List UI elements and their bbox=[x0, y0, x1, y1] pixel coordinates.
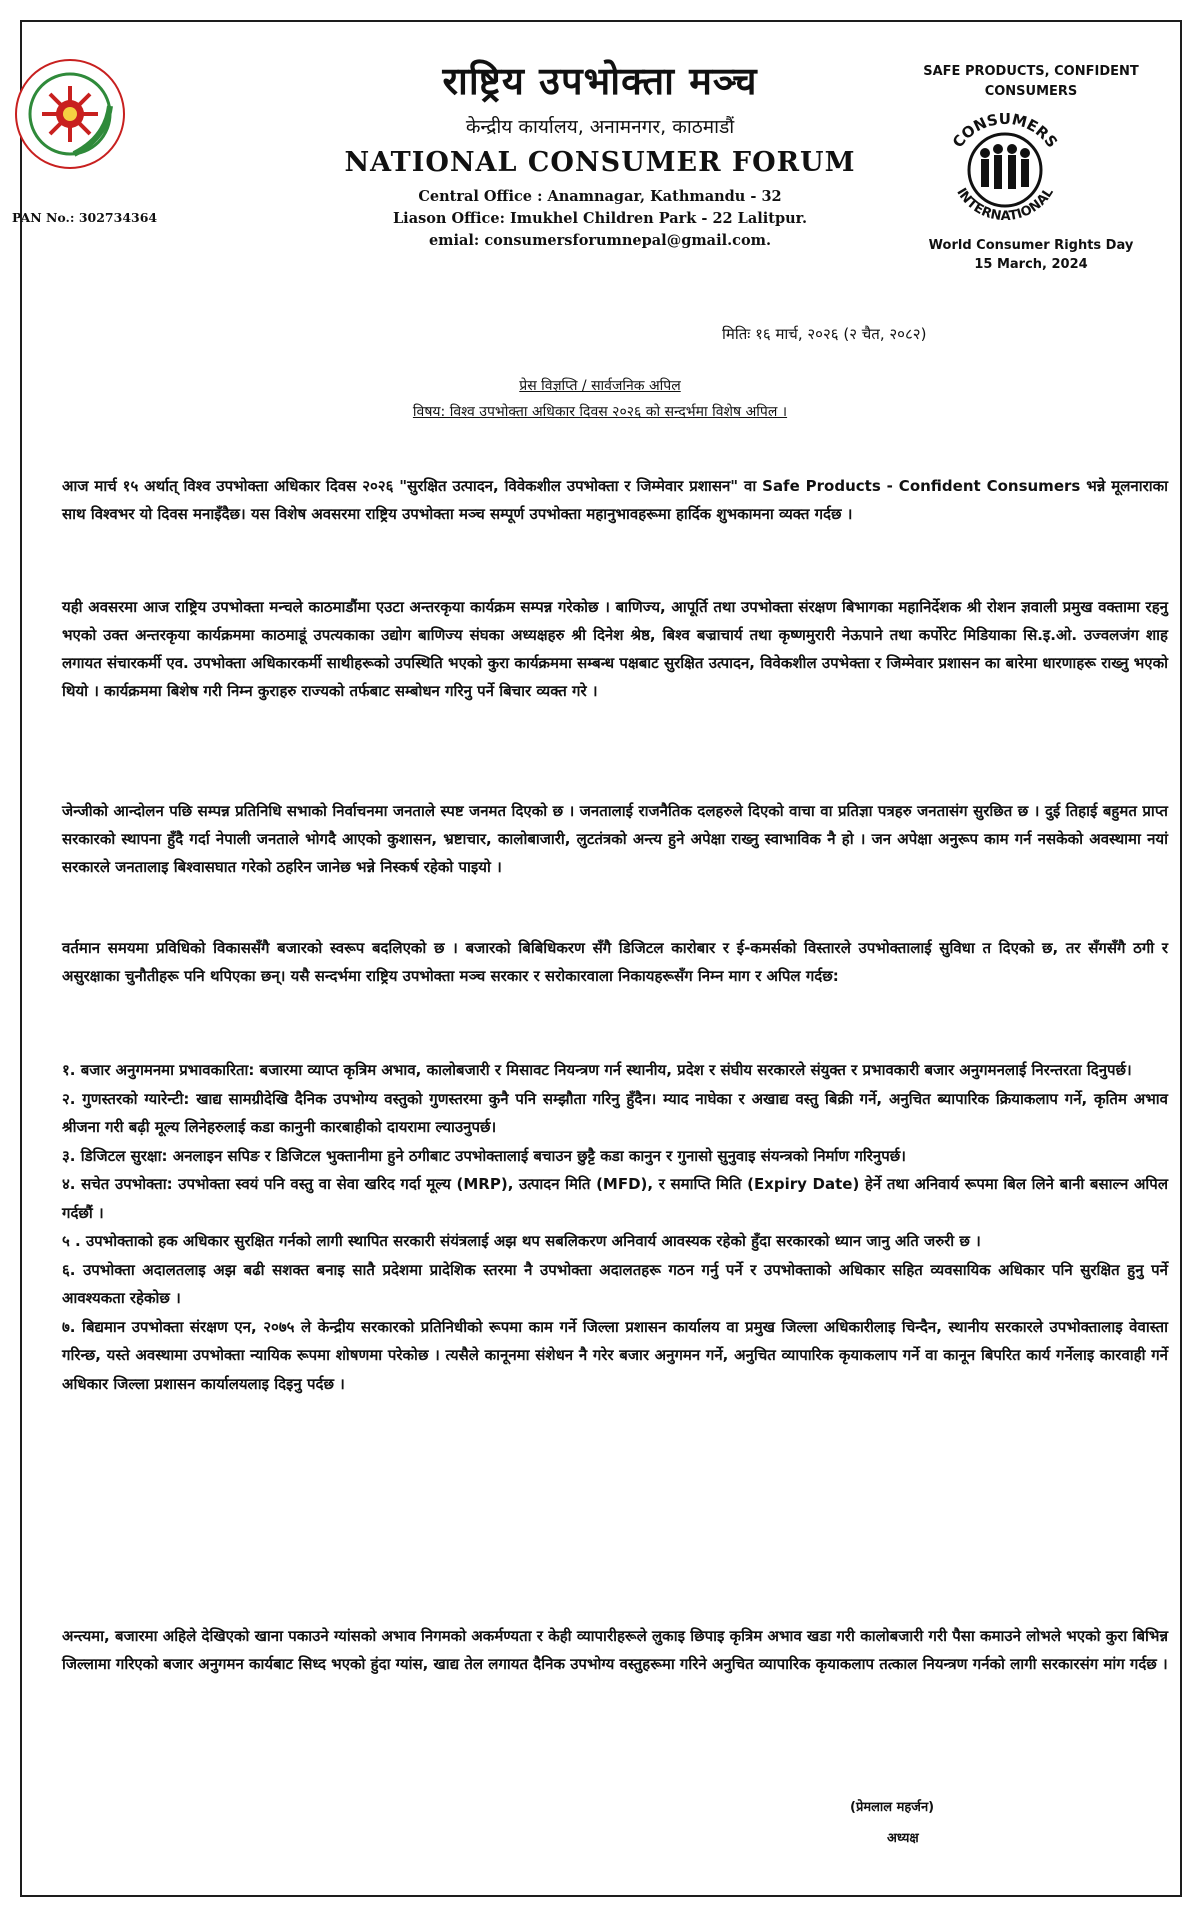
consumers-international-logo bbox=[930, 105, 1080, 235]
org-name-english: NATIONAL CONSUMER FORUM bbox=[344, 147, 856, 178]
slogan-line-2: CONSUMERS bbox=[984, 84, 1078, 99]
wcrd-date: 15 March, 2024 bbox=[974, 257, 1088, 272]
list-item: १. बजार अनुगमनमा प्रभावकारिता: बजारमा व्याप्त कृत्रिम अभाव, कालोबजारी र मिसावट नियन्त्रण गर्न स्थानीय, प्रदेश र संघीय सरकारले संयुक्त र प्रभावकारी बजार अनुगमनलाई निरन्तरता दिनुपर्छ। bbox=[62, 1061, 1132, 1079]
email-address: emial: consumersforumnepal@gmail.com. bbox=[428, 232, 772, 249]
list-item: ५ . उपभोक्ताको हक अधिकार सुरक्षित गर्नको लागी स्थापित सरकारी संयंत्रलाई अझ थप सबलिकरण अनिवार्य आवस्यक रहेको हुँदा सरकारको ध्यान जानु अति जरुरी छ । bbox=[62, 1232, 981, 1250]
paragraph-intro: आज मार्च १५ अर्थात् विश्व उपभोक्ता अधिकार दिवस २०२६ "सुरक्षित उत्पादन, विवेकशील उपभोक्ता र जिम्मेवार प्रशासन" वा Safe Products - Confident Consumers भन्ने मूलनाराका साथ विश्वभर यो दिवस मनाइँदैछ। यस विशेष अवसरमा राष्ट्रिय उपभोक्ता मञ्च सम्पूर्ण उपभोक्ता महानुभावहरूमा हार्दिक शुभकामना व्यक्त गर्दछ । bbox=[62, 477, 1168, 523]
list-item: ४. सचेत उपभोक्ता: उपभोक्ता स्वयं पनि वस्तु वा सेवा खरिद गर्दा मूल्य (MRP), उत्पादन मिति (MFD), र समाप्ति मिति (Expiry Date) हेर्ने तथा अनिवार्य रूपमा बिल लिने बानी बसाल्न अपिल गर्दछौं । bbox=[62, 1175, 1168, 1222]
org-name-nepali: राष्ट्रिय उपभोक्ता मञ्च bbox=[442, 59, 758, 103]
list-item: २. गुणस्तरको ग्यारेन्टी: खाद्य सामग्रीदेखि दैनिक उपभोग्य वस्तुको गुणस्तरमा कुनै पनि सम्झौता गरिनु हुँदैन। म्याद नाघेका र अखाद्य वस्तु बिक्री गर्ने, अनुचित ब्यापारिक क्रियाकलाप गर्ने, कृतिम अभाव श्रीजना गरी बढ़ी मूल्य लिनेहरुलाई कडा कानुनी कारबाहीको दायरामा ल्याउनुपर्छ। bbox=[62, 1089, 1168, 1136]
signatory-title: अध्यक्ष bbox=[887, 1831, 919, 1846]
letter-date: मितिः १६ मार्च, २०२६ (२ चैत, २०८२) bbox=[722, 325, 927, 343]
paragraph-election: जेन्जीको आन्दोलन पछि सम्पन्न प्रतिनिधि सभाको निर्वाचनमा जनताले स्पष्ट जनमत दिएको छ । जनतालाई राजनैतिक दलहरुले दिएको वाचा वा प्रतिज्ञा पत्रहरु जनतासंग सुरछित छ । दुई तिहाई बहुमत प्राप्त सरकारको स्थापना हुँदै गर्दा नेपाली जनताले भोगदै आएको कुशासन, भ्रष्टाचार, कालोबाजारी, लुटतंत्रको अन्त्य हुने अपेक्षा राख्नु स्वाभाविक नै हो । जन अपेक्षा अनुरूप काम गर्न नसकेको अवस्थामा नयां सरकारले जनतालाइ बिश्वासघात गरेको ठहरिन जानेछ भन्ने निस्कर्ष रहेको पाइयो । bbox=[62, 802, 1168, 876]
paragraph-event: यही अवसरमा आज राष्ट्रिय उपभोक्ता मन्चले काठमाडौंमा एउटा अन्तरकृया कार्यक्रम सम्पन्न गरेकोछ । बाणिज्य, आपूर्ति तथा उपभोक्ता संरक्षण बिभागका महानिर्देशक श्री रोशन ज्ञवाली प्रमुख वक्तामा रहनु भएको उक्त अन्तरकृया कार्यक्रममा काठमाडूं उपत्यकाका उद्योग बाणिज्य संघका अध्यक्षहरु श्री दिनेश श्रेष्ठ, बिश्व बज्राचार्य तथा कृष्णमुरारी नेऊपाने तथा कर्पोरेट मिडियाका सि.इ.ओ. उज्वलजंग शाह लगायत संचारकर्मी एव. उपभोक्ता अधिकारकर्मी साथीहरूको उपस्थिति भएको कुरा कार्यक्रममा सम्बन्ध पक्षबाट सुरक्षित उत्पादन, विवेकशील उपभेक्ता र जिम्मेवार प्रशासन का बारेमा धारणाहरू राख्नु भएको थियो । कार्यक्रममा बिशेष गरी निम्न कुराहरु राज्यको तर्फबाट सम्बोधन गरिनु पर्ने बिचार व्यक्त गरे । bbox=[62, 598, 1168, 700]
press-title: प्रेस विज्ञप्ति / सार्वजनिक अपिल bbox=[519, 378, 681, 394]
list-item: ६. उपभोक्ता अदालतलाइ अझ बढी सशक्त बनाइ सातै प्रदेशमा प्रादेशिक स्तरमा नै उपभोक्ता अदालतहरू गठन गर्नु पर्ने र उपभोक्ताको अधिकार सहित व्यवसायिक अधिकार पनि सुरक्षित हुनु पर्ने आवश्यकता रहेकोछ । bbox=[62, 1260, 1168, 1307]
wcrd-title: World Consumer Rights Day bbox=[928, 238, 1134, 253]
world-consumer-rights-day bbox=[900, 236, 1162, 274]
letter-subject: विषय: विश्व उपभोक्ता अधिकार दिवस २०२६ को सन्दर्भमा विशेष अपिल । bbox=[412, 404, 788, 420]
ci-logo-bottom-text: INTERNATIONAL bbox=[953, 185, 1057, 225]
org-office-nepali: केन्द्रीय कार्यालय, अनामनगर, काठमाडौं bbox=[465, 116, 735, 138]
demands-list bbox=[62, 1056, 1168, 1398]
paragraph-technology: वर्तमान समयमा प्रविधिको विकाससँगै बजारको स्वरूप बदलिएको छ । बजारको बिबिधिकरण सँगै डिजिटल कारोबार र ई-कमर्सको विस्तारले उपभोक्तालाई सुविधा त दिएको छ, तर सँगसँगै ठगी र असुरक्षाका चुनौतीहरू पनि थपिएका छन्। यसै सन्दर्भमा राष्ट्रिय उपभोक्ता मञ्च सरकार र सरोकारवाला निकायहरूसँग निम्न माग र अपिल गर्दछ: bbox=[62, 939, 1168, 985]
liaison-office-address: Liason Office: Imukhel Children Park - 22 Lalitpur. bbox=[392, 210, 808, 227]
signatory-name: (प्रेमलाल महर्जन) bbox=[850, 1800, 935, 1815]
campaign-slogan bbox=[900, 62, 1162, 102]
ci-logo-top-text: CONSUMERS bbox=[948, 109, 1062, 152]
list-item: ३. डिजिटल सुरक्षा: अनलाइन सपिङ र डिजिटल भुक्तानीमा हुने ठगीबाट उपभोक्तालाई बचाउन छुट्टै कडा कानुन र गुनासो सुनुवाइ संयन्त्रको निर्माण गरिनुपर्छ। bbox=[62, 1146, 906, 1165]
paragraph-conclusion: अन्त्यमा, बजारमा अहिले देखिएको खाना पकाउने ग्यांसको अभाव निगमको अकर्मण्यता र केही व्यापारीहरूले लुकाइ छिपाइ कृत्रिम अभाव खडा गरी कालोबजारी गरी पैसा कमाउने लोभले भएको कुरा बिभिन्न जिल्लामा गरिएको बजार अनुगमन कार्यबाट सिध्द भएको हुंदा ग्यांस, खाद्य तेल लगायत दैनिक उपभोग्य वस्तुहरूमा गरिने अनुचित व्यापारिक कृयाकलाप तत्काल नियन्त्रण गर्नको लागी सरकारसंग मांग गर्दछ । bbox=[62, 1627, 1168, 1673]
list-item: ७. बिद्यमान उपभोक्ता संरक्षण एन, २०७५ ले केन्द्रीय सरकारको प्रतिनिधीको रूपमा काम गर्ने जिल्ला प्रशासन कार्यालय वा प्रमुख जिल्ला अधिकारीलाइ चिन्दैन, स्थानीय सरकारले उपभोक्तालाइ वेवास्ता गरिन्छ, यस्ते अवस्थामा उपभोक्ता न्यायिक रूपमा शोषणमा परेकोछ । त्यसैले कानूनमा संशेधन नै गरेर बजार अनुगमन गर्ने, अनुचित व्यापारिक कृयाकलाप गर्ने वा कानून बिपरित कार्य गर्नेलाइ कारवाही गर्ने अधिकार जिल्ला प्रशासन कार्यालयलाइ दिइनु पर्दछ । bbox=[62, 1317, 1168, 1393]
central-office-address: Central Office : Anamnagar, Kathmandu - 32 bbox=[418, 188, 782, 205]
slogan-line-1: SAFE PRODUCTS, CONFIDENT bbox=[923, 64, 1139, 79]
pan-number: PAN No.: 302734364 bbox=[12, 210, 158, 225]
